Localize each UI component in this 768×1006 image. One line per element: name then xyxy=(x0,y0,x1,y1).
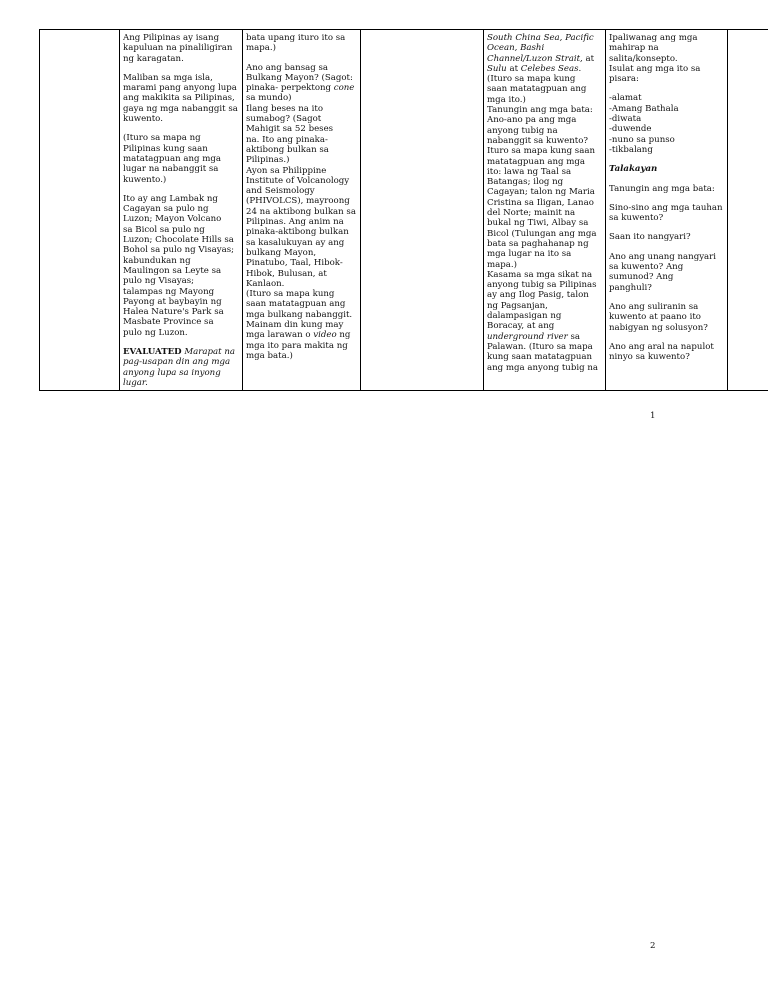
page-number: 2 xyxy=(650,941,656,951)
question: Ano ang unang nangyari sa kuwento? Ang sumunod? Ang panghuli? xyxy=(609,251,717,293)
paragraph: Ito ay ang Lambak ng Cagayan sa pulo ng Luzon; Mayon Volcano sa Bicol sa pulo ng Luzon; Chocolate Hills sa Bohol sa pulo ng Visayas; kabundukan ng Maulingon sa Leyte sa pulo ng Visayas; talampas ng Mayong Payong at baybayin ng Halea Nature's Park sa Masbate Province sa pulo ng Luzon. xyxy=(123,193,235,338)
page-number: 1 xyxy=(650,411,656,421)
empty-cell-1 xyxy=(40,30,120,391)
italic-run: Celebes Seas. xyxy=(520,63,582,74)
italic-run: South China Sea, Pacific Ocean, Bashi Channel/Luzon Strait, xyxy=(487,33,594,64)
italic-run: Sulu xyxy=(487,63,507,74)
empty-cell-2 xyxy=(361,30,484,391)
text-run: sa mundo) Ilang beses na ito sumabog? (Sagot Mahigit sa 52 beses na. Ito ang pinaka- aktibong bulkan sa Pilipinas.) Ayon sa Philippine Institute of Volcanology and Seismology (PHIVOLCS), mayroong 24 na aktibong bulkan sa Pilipinas. Ang anim na pinaka-aktibong bulkan sa kasalukuyan ay ang bulkang Mayon, Pinatubo, Taal, Hibok- Hibok, Bulusan, at Kanlaon. (Ituro sa mapa kung saan matatagpuan ang mga bulkang nabanggit. Mainam din kung may mga larawan o xyxy=(246,93,356,341)
text-run: ng mga ito para makita ng mga bata.) xyxy=(246,330,351,361)
text-run: sa Palawan. (Ituro sa mapa kung saan matatagpuan ang mga anyong tubig na xyxy=(487,331,598,373)
question: Ano ang suliranin sa kuwento at paano ito nabigyan ng solusyon? xyxy=(609,301,708,333)
discussion-cell xyxy=(606,30,728,391)
bodies-of-water-cell xyxy=(484,30,606,391)
vocabulary-list: -alamat -Amang Bathala -diwata -duwende -nuno sa punso -tikbalang xyxy=(609,93,679,155)
evaluated-paragraph xyxy=(123,347,239,388)
question: Saan ito nangyari? xyxy=(609,232,691,243)
paragraph: Ang Pilipinas ay isang kapuluan na pinaliligiran ng karagatan. xyxy=(123,33,233,64)
paragraph: Ipaliwanag ang mga mahirap na salita/konsepto. Isulat ang mga ito sa pisara: xyxy=(609,33,701,85)
paragraph: bata upang ituro ito sa mapa.) xyxy=(246,33,346,54)
paragraph xyxy=(487,33,602,373)
paragraph: Maliban sa mga isla, marami pang anyong lupa ang makikita sa Pilipinas, gaya ng mga nabanggit sa kuwento. xyxy=(123,72,238,125)
italic-run: underground river xyxy=(487,331,568,342)
question: Sino-sino ang mga tauhan sa kuwento? xyxy=(609,202,723,224)
empty-cell-3 xyxy=(728,30,768,391)
italic-run: cone xyxy=(333,83,355,94)
text-run: at xyxy=(506,63,521,74)
paragraph xyxy=(246,63,357,362)
talakayan-heading: Talakayan xyxy=(609,164,658,175)
question: Ano ang aral na napulot ninyo sa kuwento? xyxy=(609,341,714,363)
text-run: (Ituro sa mapa kung saan matatagpuan ang mga ito.) Tanungin ang mga bata: Ano-ano pa ang mga anyong tubig na nabanggit sa kuwento? Ituro sa mapa kung saan matatagpuan ang mga ito: lawa ng Taal sa Batangas; ilog ng Cagayan; talon ng Maria Cristina sa Iligan, Lanao del Norte; mainit na bukal ng Tiwi, Albay sa Bicol (Tulungan ang mga bata sa paghahanap ng mga lugar na ito sa mapa.) Kasama sa mga sikat na anyong tubig sa Pilipinas ay ang Ilog Pasig, talon ng Pagsanjan, dalampasigan ng Boracay, at ang xyxy=(487,74,597,332)
text-run: Ano ang bansag sa Bulkang Mayon? (Sagot: pinaka- perpektong xyxy=(246,62,353,94)
lesson-plan-table xyxy=(39,29,768,391)
text-run: at xyxy=(585,53,595,64)
evaluated-label: EVALUATED xyxy=(123,347,182,358)
land-forms-cell xyxy=(120,30,243,391)
italic-run: video xyxy=(313,330,337,341)
paragraph: Tanungin ang mga bata: xyxy=(609,183,715,194)
paragraph: (Ituro sa mapa ng Pilipinas kung saan matatagpuan ang mga lugar na nabanggit sa kuwento.) xyxy=(123,133,222,185)
evaluated-text: Marapat na pag-usapan din ang mga anyong lupa sa inyong lugar. xyxy=(123,347,235,388)
volcano-cell xyxy=(243,30,361,391)
table-row xyxy=(40,30,768,391)
